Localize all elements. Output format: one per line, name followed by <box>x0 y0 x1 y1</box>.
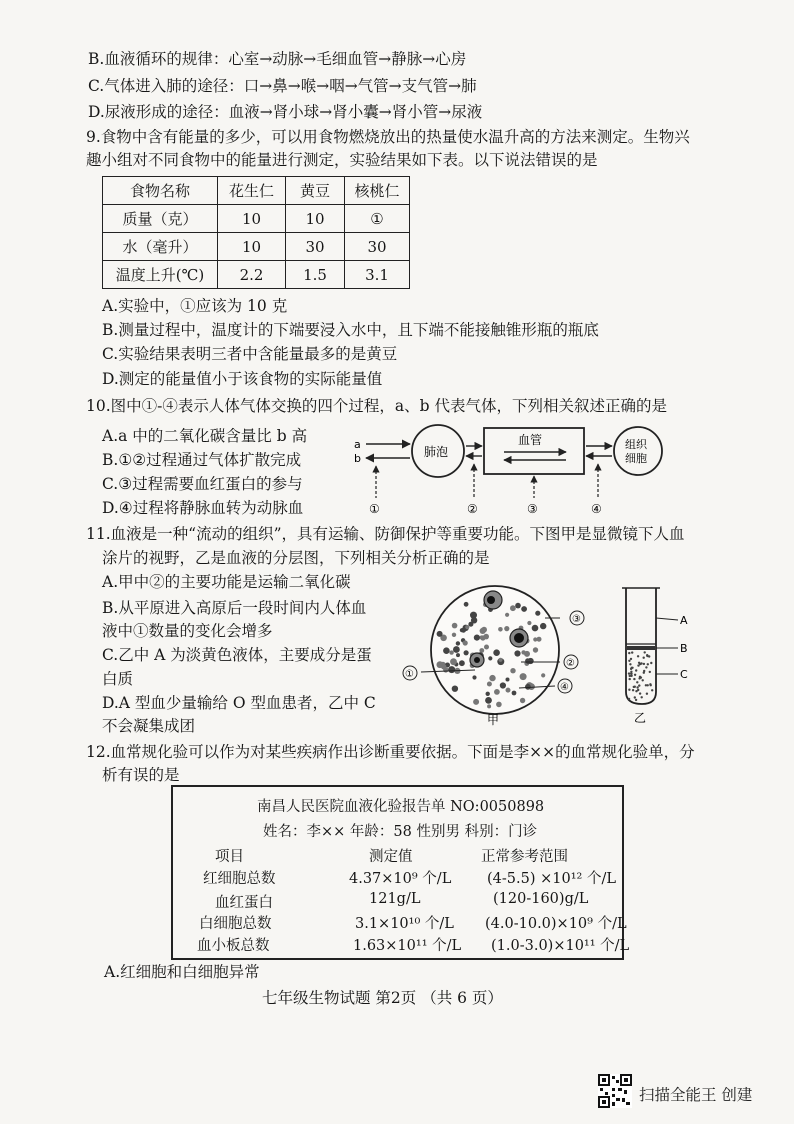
red-blood-cell <box>488 656 492 660</box>
table-row <box>103 261 410 289</box>
report-value: 3.1×10¹⁰ 个/L <box>355 916 454 932</box>
report-item: 红细胞总数 <box>203 871 276 887</box>
red-blood-cell <box>480 628 486 634</box>
q9-option-c: C.实验结果表明三者中含能量最多的是黄豆 <box>102 345 398 363</box>
q10-option-d: D.④过程将静脉血转为动脉血 <box>102 499 304 517</box>
sediment-dot <box>645 666 647 668</box>
table-cell: 1.5 <box>286 261 345 289</box>
q11-option-d-line1: D.A 型血少量输给 O 型血患者，乙中 C <box>102 694 376 712</box>
red-blood-cell <box>532 625 539 632</box>
process-3-label: ③ <box>527 502 538 516</box>
table-cell: 10 <box>286 205 345 233</box>
red-blood-cell <box>510 668 515 673</box>
red-blood-cell <box>456 641 460 645</box>
gas-a-label: a <box>354 438 361 451</box>
red-blood-cell <box>525 658 530 663</box>
red-blood-cell <box>484 645 489 650</box>
q9-option-d: D.测定的能量值小于该食物的实际能量值 <box>102 370 383 388</box>
red-blood-cell <box>487 704 491 708</box>
q9-option-b: B.测量过程中，温度计的下端要浸入水中，且下端不能接触锥形瓶的瓶底 <box>102 321 599 339</box>
q10-stem: 10.图中①-④表示人体气体交换的四个过程，a、b 代表气体，下列相关叙述正确的是 <box>86 397 667 415</box>
q9-stem-line2: 趣小组对不同食物中的能量进行测定，实验结果如下表。以下说法错误的是 <box>86 151 598 169</box>
red-blood-cell <box>520 673 527 680</box>
qr-code-icon <box>598 1074 632 1108</box>
sediment-dot <box>650 662 652 664</box>
sediment-dot <box>650 684 652 686</box>
sediment-dot <box>643 663 645 665</box>
process-4-label: ④ <box>591 502 602 516</box>
sediment-dot <box>649 671 651 673</box>
q12-option-a: A.红细胞和白细胞异常 <box>104 963 260 981</box>
red-blood-cell <box>452 623 458 629</box>
sediment-dot <box>628 698 630 700</box>
marker-4: ④ <box>560 682 569 693</box>
red-blood-cell <box>506 678 510 682</box>
q10-option-c: C.③过程需要血红蛋白的参与 <box>102 475 303 493</box>
red-blood-cell <box>535 611 540 616</box>
q11-option-d-line2: 不会凝集成团 <box>102 717 196 735</box>
q9-option-a: A.实验中，①应该为 10 克 <box>102 297 288 315</box>
blood-test-report <box>171 785 630 960</box>
q11-stem-line2: 涂片的视野，乙是血液的分层图，下列相关分析正确的是 <box>102 549 490 567</box>
sediment-dot <box>629 678 631 680</box>
q11-option-b-line2: 液中①数量的变化会增多 <box>102 622 273 640</box>
red-blood-cell <box>521 606 527 612</box>
blood-layer-tube <box>612 584 702 724</box>
report-item: 血红蛋白 <box>215 895 273 911</box>
red-blood-cell <box>486 692 490 696</box>
q11-option-a: A.甲中②的主要功能是运输二氧化碳 <box>102 573 351 591</box>
sediment-dot <box>638 684 640 686</box>
red-blood-cell <box>505 613 509 617</box>
red-blood-cell <box>510 605 516 611</box>
layer-b-label: B <box>680 642 688 655</box>
table-cell: 黄豆 <box>286 177 345 205</box>
sediment-dot <box>636 686 638 688</box>
sediment-dot <box>628 652 630 654</box>
red-blood-cell <box>472 675 476 679</box>
sediment-dot <box>644 651 646 653</box>
sediment-dot <box>643 657 645 659</box>
red-blood-cell <box>460 628 464 632</box>
red-blood-cell <box>520 698 525 703</box>
red-blood-cell <box>473 699 479 705</box>
table-cell: 质量（克） <box>103 205 218 233</box>
red-blood-cell <box>494 689 500 695</box>
red-blood-cell <box>515 603 521 609</box>
red-blood-cell <box>512 691 517 696</box>
sediment-dot <box>631 667 633 669</box>
sediment-dot <box>638 662 640 664</box>
sediment-dot <box>629 663 631 665</box>
vessel-label: 血管 <box>518 433 543 447</box>
report-value: 121g/L <box>369 891 421 907</box>
q8-option-d: D.尿液形成的途径：血液→肾小球→肾小囊→肾小管→尿液 <box>88 103 483 121</box>
sediment-dot <box>636 681 638 683</box>
table-cell: 花生仁 <box>218 177 286 205</box>
q11-stem-line1: 11.血液是一种“流动的组织”，具有运输、防御保护等重要功能。下图甲是显微镜下人血 <box>86 525 685 543</box>
sediment-dot <box>647 663 649 665</box>
red-blood-cell <box>450 658 457 665</box>
table-row <box>103 177 410 205</box>
marker-2: ② <box>566 658 575 669</box>
red-blood-cell <box>443 647 450 654</box>
report-range: (4-5.5) ×10¹² 个/L <box>487 871 616 887</box>
marker-1: ① <box>405 669 414 680</box>
red-blood-cell <box>506 688 511 693</box>
process-2-label: ② <box>467 502 478 516</box>
q12-stem-line1: 12.血常规化验可以作为对某些疾病作出诊断重要依据。下面是李××的血常规化验单，分 <box>86 743 695 761</box>
gas-exchange-diagram <box>340 420 680 520</box>
red-blood-cell <box>489 675 495 681</box>
sediment-dot <box>637 655 639 657</box>
marker-3: ③ <box>572 614 581 625</box>
page-footer: 七年级生物试题 第2页 （共 6 页） <box>262 989 503 1007</box>
layer-c-label: C <box>680 668 688 681</box>
table-row <box>103 205 410 233</box>
red-blood-cell <box>465 625 469 629</box>
sediment-dot <box>630 658 632 660</box>
red-blood-cell <box>453 646 460 653</box>
q10-option-b: B.①②过程通过气体扩散完成 <box>102 451 302 469</box>
red-blood-cell <box>474 635 480 641</box>
report-title: 南昌人民医院血液化验报告单 NO:0050898 <box>257 799 545 815</box>
gas-b-label: b <box>354 452 361 465</box>
red-blood-cell <box>452 686 458 692</box>
report-range: (1.0-3.0)×10¹¹ 个/L <box>491 938 630 954</box>
sediment-dot <box>628 660 630 662</box>
report-item: 血小板总数 <box>197 938 270 954</box>
red-blood-cell <box>498 627 503 632</box>
red-blood-cell <box>479 648 484 653</box>
sediment-dot <box>628 689 630 691</box>
red-blood-cell <box>500 682 506 688</box>
report-item: 白细胞总数 <box>199 916 272 932</box>
scanner-watermark: 扫描全能王 创建 <box>639 1086 753 1104</box>
q8-option-b: B.血液循环的规律：心室→动脉→毛细血管→静脉→心房 <box>88 50 467 68</box>
red-blood-cell <box>463 640 468 645</box>
sediment-dot <box>639 692 641 694</box>
red-blood-cell <box>533 647 538 652</box>
q11-option-b-line1: B.从平原进入高原后一段时间内人体血 <box>102 599 367 617</box>
red-blood-cell <box>437 631 443 637</box>
red-blood-cell <box>448 666 455 673</box>
sediment-dot <box>630 672 632 674</box>
food-energy-table <box>102 176 410 289</box>
red-blood-cell <box>449 650 453 654</box>
sediment-dot <box>630 675 632 677</box>
table-cell: 2.2 <box>218 261 286 289</box>
report-value: 1.63×10¹¹ 个/L <box>353 938 462 954</box>
sediment-dot <box>628 672 630 674</box>
table-cell: 30 <box>345 233 410 261</box>
tissue-cell-circle <box>614 427 662 475</box>
red-blood-cell <box>480 635 484 639</box>
red-blood-cell <box>456 653 460 657</box>
table-cell: 核桃仁 <box>345 177 410 205</box>
red-blood-cell <box>487 682 492 687</box>
q11-option-c-line1: C.乙中 A 为淡黄色液体，主要成分是蛋 <box>102 646 372 664</box>
table-cell: 温度上升(℃) <box>103 261 218 289</box>
sediment-dot <box>648 655 650 657</box>
red-blood-cell <box>541 673 545 677</box>
q9-stem-line1: 9.食物中含有能量的多少，可以用食物燃烧放出的热量使水温升高的方法来测定。生物兴 <box>86 128 690 146</box>
red-blood-cell <box>485 697 492 704</box>
q11-option-c-line2: 白质 <box>102 670 134 688</box>
red-blood-cell <box>493 649 500 656</box>
figure-jia-label: 甲 <box>487 713 500 726</box>
report-patient-info: 姓名：李×× 年龄：58 性别男 科别：门诊 <box>263 824 538 840</box>
tissue-label-2: 细胞 <box>625 452 647 465</box>
report-value: 4.37×10⁹ 个/L <box>349 871 452 887</box>
red-blood-cell <box>540 623 546 629</box>
sediment-dot <box>638 677 640 679</box>
blood-smear-figure <box>395 578 605 726</box>
red-blood-cell <box>459 660 465 666</box>
figure-yi-label: 乙 <box>634 711 647 724</box>
table-cell: ① <box>345 205 410 233</box>
q10-option-a: A.a 中的二氧化碳含量比 b 高 <box>102 427 308 445</box>
sediment-dot <box>633 678 635 680</box>
sediment-dot <box>641 696 643 698</box>
tissue-label-1: 组织 <box>625 438 647 451</box>
sediment-dot <box>635 699 637 701</box>
sediment-dot <box>634 674 636 676</box>
table-cell: 食物名称 <box>103 177 218 205</box>
red-blood-cell <box>496 702 502 708</box>
red-blood-cell <box>464 602 469 607</box>
red-blood-cell <box>468 622 473 627</box>
table-cell: 水（毫升） <box>103 233 218 261</box>
red-blood-cell <box>525 684 531 690</box>
sediment-dot <box>651 689 653 691</box>
report-range: (4.0-10.0)×10⁹ 个/L <box>485 916 627 932</box>
red-blood-cell <box>521 650 525 654</box>
q8-option-c: C.气体进入肺的途径：口→鼻→喉→咽→气管→支气管→肺 <box>88 77 477 95</box>
sediment-dot <box>637 664 639 666</box>
red-blood-cell <box>441 664 446 669</box>
red-blood-cell <box>537 637 542 642</box>
report-range: (120-160)g/L <box>493 891 589 907</box>
sediment-dot <box>635 669 637 671</box>
report-header-item: 项目 <box>215 849 244 865</box>
red-blood-cell <box>504 626 509 631</box>
red-blood-cell <box>527 621 531 625</box>
sediment-dot <box>631 651 633 653</box>
red-blood-cell <box>452 633 456 637</box>
sediment-dot <box>642 679 644 681</box>
red-blood-cell <box>464 650 469 655</box>
sediment-dot <box>637 689 639 691</box>
table-cell: 10 <box>218 233 286 261</box>
report-header-value: 测定值 <box>369 849 413 865</box>
report-header-range: 正常参考范围 <box>481 849 568 865</box>
table-cell: 30 <box>286 233 345 261</box>
table-cell: 3.1 <box>345 261 410 289</box>
sediment-dot <box>643 670 645 672</box>
sediment-dot <box>640 662 642 664</box>
table-row <box>103 233 410 261</box>
red-blood-cell <box>514 650 520 656</box>
sediment-dot <box>645 684 647 686</box>
sediment-dot <box>646 693 648 695</box>
sediment-dot <box>634 696 636 698</box>
process-1-label: ① <box>369 502 380 516</box>
red-blood-cell <box>498 658 502 662</box>
q12-stem-line2: 析有误的是 <box>102 766 180 784</box>
sediment-dot <box>632 689 634 691</box>
alveolus-label: 肺泡 <box>424 445 449 459</box>
sediment-dot <box>634 686 636 688</box>
layer-a-label: A <box>680 614 688 627</box>
table-cell: 10 <box>218 205 286 233</box>
